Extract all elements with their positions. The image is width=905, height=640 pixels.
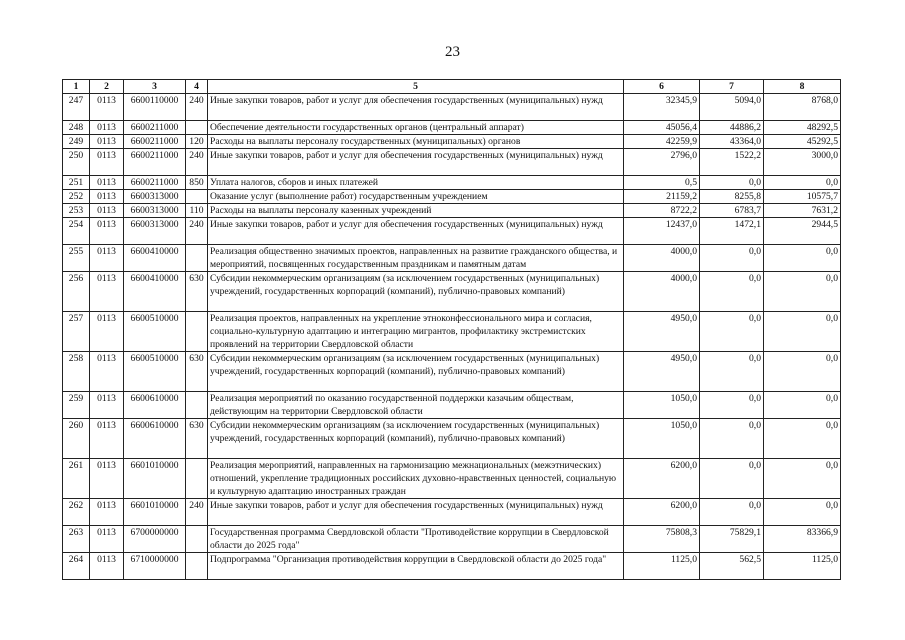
amount-col6-cell: 8722,2 [624, 204, 700, 218]
section-code-cell: 0113 [90, 121, 124, 135]
amount-col8-cell: 0,0 [764, 352, 841, 392]
amount-col8-cell: 1125,0 [764, 553, 841, 580]
amount-col7-cell: 562,5 [700, 553, 764, 580]
amount-col6-cell: 32345,9 [624, 94, 700, 121]
col-header: 4 [186, 80, 208, 94]
expense-type-cell: 630 [186, 272, 208, 312]
amount-col8-cell: 0,0 [764, 312, 841, 352]
section-code-cell: 0113 [90, 218, 124, 245]
section-code-cell: 0113 [90, 272, 124, 312]
expense-type-cell: 240 [186, 149, 208, 176]
expense-type-cell [186, 312, 208, 352]
target-article-cell: 6600610000 [124, 419, 186, 459]
expense-type-cell [186, 392, 208, 419]
amount-col7-cell: 6783,7 [700, 204, 764, 218]
item-name-cell: Субсидии некоммерческим организациям (за исключением государственных (муниципальных) учреждений, государственных корпораций (компаний), публично-правовых компаний) [208, 419, 624, 459]
table-row [63, 94, 841, 121]
amount-col7-cell: 1472,1 [700, 218, 764, 245]
expense-type-cell: 630 [186, 352, 208, 392]
table-row [63, 553, 841, 580]
target-article-cell: 6600410000 [124, 272, 186, 312]
expense-type-cell: 630 [186, 419, 208, 459]
expense-type-cell: 850 [186, 176, 208, 190]
item-name-cell: Субсидии некоммерческим организациям (за исключением государственных (муниципальных) учреждений, государственных корпораций (компаний), публично-правовых компаний) [208, 272, 624, 312]
expense-type-cell [186, 190, 208, 204]
section-code-cell: 0113 [90, 149, 124, 176]
target-article-cell: 6600313000 [124, 204, 186, 218]
amount-col8-cell: 0,0 [764, 499, 841, 526]
table-row [63, 176, 841, 190]
amount-col6-cell: 0,5 [624, 176, 700, 190]
item-name-cell: Иные закупки товаров, работ и услуг для обеспечения государственных (муниципальных) нужд [208, 218, 624, 245]
row-number-cell: 255 [63, 245, 90, 272]
col-header: 5 [208, 80, 624, 94]
amount-col6-cell: 21159,2 [624, 190, 700, 204]
amount-col8-cell: 3000,0 [764, 149, 841, 176]
table-body [63, 94, 841, 580]
row-number-cell: 256 [63, 272, 90, 312]
item-name-cell: Иные закупки товаров, работ и услуг для обеспечения государственных (муниципальных) нужд [208, 94, 624, 121]
section-code-cell: 0113 [90, 245, 124, 272]
section-code-cell: 0113 [90, 419, 124, 459]
target-article-cell: 6601010000 [124, 499, 186, 526]
row-number-cell: 247 [63, 94, 90, 121]
amount-col6-cell: 42259,9 [624, 135, 700, 149]
item-name-cell: Уплата налогов, сборов и иных платежей [208, 176, 624, 190]
expense-type-cell: 240 [186, 94, 208, 121]
item-name-cell: Реализация мероприятий, направленных на гармонизацию межнациональных (межэтнических) отношений, укрепление традиционных российских духовно-нравственных ценностей, социальную и культурную адаптацию иностранных граждан [208, 459, 624, 499]
target-article-cell: 6600313000 [124, 190, 186, 204]
expense-type-cell [186, 459, 208, 499]
amount-col8-cell: 0,0 [764, 245, 841, 272]
row-number-cell: 257 [63, 312, 90, 352]
table-row [63, 419, 841, 459]
section-code-cell: 0113 [90, 392, 124, 419]
amount-col6-cell: 4950,0 [624, 352, 700, 392]
section-code-cell: 0113 [90, 176, 124, 190]
section-code-cell: 0113 [90, 499, 124, 526]
row-number-cell: 261 [63, 459, 90, 499]
amount-col6-cell: 4000,0 [624, 272, 700, 312]
amount-col6-cell: 6200,0 [624, 459, 700, 499]
target-article-cell: 6700000000 [124, 526, 186, 553]
amount-col8-cell: 2944,5 [764, 218, 841, 245]
amount-col8-cell: 8768,0 [764, 94, 841, 121]
amount-col6-cell: 6200,0 [624, 499, 700, 526]
section-code-cell: 0113 [90, 312, 124, 352]
row-number-cell: 260 [63, 419, 90, 459]
amount-col7-cell: 1522,2 [700, 149, 764, 176]
target-article-cell: 6600410000 [124, 245, 186, 272]
amount-col6-cell: 4950,0 [624, 312, 700, 352]
target-article-cell: 6600510000 [124, 352, 186, 392]
expense-type-cell: 120 [186, 135, 208, 149]
section-code-cell: 0113 [90, 459, 124, 499]
page-number: 23 [445, 44, 460, 60]
header-row [63, 80, 841, 94]
item-name-cell: Реализация мероприятий по оказанию государственной поддержки казачьим обществам, действующим на территории Свердловской области [208, 392, 624, 419]
amount-col7-cell: 0,0 [700, 245, 764, 272]
amount-col8-cell: 0,0 [764, 176, 841, 190]
budget-table [62, 79, 841, 580]
item-name-cell: Расходы на выплаты персоналу казенных учреждений [208, 204, 624, 218]
row-number-cell: 250 [63, 149, 90, 176]
amount-col8-cell: 10575,7 [764, 190, 841, 204]
row-number-cell: 262 [63, 499, 90, 526]
col-header: 3 [124, 80, 186, 94]
amount-col7-cell: 0,0 [700, 499, 764, 526]
amount-col7-cell: 0,0 [700, 459, 764, 499]
item-name-cell: Расходы на выплаты персоналу государственных (муниципальных) органов [208, 135, 624, 149]
amount-col6-cell: 1125,0 [624, 553, 700, 580]
target-article-cell: 6601010000 [124, 459, 186, 499]
row-number-cell: 253 [63, 204, 90, 218]
table-row [63, 204, 841, 218]
item-name-cell: Иные закупки товаров, работ и услуг для обеспечения государственных (муниципальных) нужд [208, 149, 624, 176]
section-code-cell: 0113 [90, 553, 124, 580]
amount-col7-cell: 0,0 [700, 419, 764, 459]
amount-col8-cell: 0,0 [764, 272, 841, 312]
amount-col7-cell: 0,0 [700, 392, 764, 419]
amount-col7-cell: 0,0 [700, 352, 764, 392]
amount-col6-cell: 1050,0 [624, 392, 700, 419]
col-header: 6 [624, 80, 700, 94]
amount-col7-cell: 8255,8 [700, 190, 764, 204]
item-name-cell: Подпрограмма "Организация противодействия коррупции в Свердловской области до 2025 года" [208, 553, 624, 580]
target-article-cell: 6600110000 [124, 94, 186, 121]
expense-type-cell [186, 245, 208, 272]
expense-type-cell: 240 [186, 218, 208, 245]
target-article-cell: 6710000000 [124, 553, 186, 580]
row-number-cell: 259 [63, 392, 90, 419]
table-row [63, 312, 841, 352]
amount-col8-cell: 0,0 [764, 419, 841, 459]
target-article-cell: 6600211000 [124, 176, 186, 190]
amount-col6-cell: 4000,0 [624, 245, 700, 272]
row-number-cell: 264 [63, 553, 90, 580]
amount-col8-cell: 0,0 [764, 459, 841, 499]
table-row [63, 245, 841, 272]
table-row [63, 272, 841, 312]
amount-col7-cell: 0,0 [700, 176, 764, 190]
expense-type-cell [186, 526, 208, 553]
target-article-cell: 6600313000 [124, 218, 186, 245]
target-article-cell: 6600510000 [124, 312, 186, 352]
section-code-cell: 0113 [90, 526, 124, 553]
table-row [63, 352, 841, 392]
amount-col7-cell: 0,0 [700, 312, 764, 352]
table-row [63, 526, 841, 553]
table-row [63, 190, 841, 204]
amount-col8-cell: 0,0 [764, 392, 841, 419]
expense-type-cell [186, 121, 208, 135]
row-number-cell: 254 [63, 218, 90, 245]
row-number-cell: 251 [63, 176, 90, 190]
amount-col7-cell: 44886,2 [700, 121, 764, 135]
amount-col7-cell: 75829,1 [700, 526, 764, 553]
section-code-cell: 0113 [90, 94, 124, 121]
section-code-cell: 0113 [90, 352, 124, 392]
table-row [63, 135, 841, 149]
item-name-cell: Реализация общественно значимых проектов, направленных на развитие гражданского общества, и мероприятий, посвященных государственным праздникам и памятным датам [208, 245, 624, 272]
amount-col7-cell: 5094,0 [700, 94, 764, 121]
row-number-cell: 263 [63, 526, 90, 553]
col-header: 8 [764, 80, 841, 94]
amount-col6-cell: 12437,0 [624, 218, 700, 245]
col-header: 2 [90, 80, 124, 94]
amount-col6-cell: 45056,4 [624, 121, 700, 135]
section-code-cell: 0113 [90, 204, 124, 218]
table-row [63, 392, 841, 419]
row-number-cell: 252 [63, 190, 90, 204]
amount-col6-cell: 1050,0 [624, 419, 700, 459]
table-row [63, 121, 841, 135]
target-article-cell: 6600610000 [124, 392, 186, 419]
item-name-cell: Обеспечение деятельности государственных органов (центральный аппарат) [208, 121, 624, 135]
item-name-cell: Оказание услуг (выполнение работ) государственным учреждением [208, 190, 624, 204]
row-number-cell: 258 [63, 352, 90, 392]
table-row [63, 459, 841, 499]
amount-col6-cell: 2796,0 [624, 149, 700, 176]
target-article-cell: 6600211000 [124, 121, 186, 135]
table-row [63, 218, 841, 245]
amount-col8-cell: 83366,9 [764, 526, 841, 553]
table-row [63, 499, 841, 526]
section-code-cell: 0113 [90, 190, 124, 204]
amount-col8-cell: 48292,5 [764, 121, 841, 135]
row-number-cell: 249 [63, 135, 90, 149]
col-header: 1 [63, 80, 90, 94]
target-article-cell: 6600211000 [124, 149, 186, 176]
item-name-cell: Государственная программа Свердловской области "Противодействие коррупции в Свердловской области до 2025 года" [208, 526, 624, 553]
amount-col8-cell: 45292,5 [764, 135, 841, 149]
section-code-cell: 0113 [90, 135, 124, 149]
col-header: 7 [700, 80, 764, 94]
target-article-cell: 6600211000 [124, 135, 186, 149]
item-name-cell: Субсидии некоммерческим организациям (за исключением государственных (муниципальных) учреждений, государственных корпораций (компаний), публично-правовых компаний) [208, 352, 624, 392]
amount-col7-cell: 43364,0 [700, 135, 764, 149]
expense-type-cell: 110 [186, 204, 208, 218]
table-row [63, 149, 841, 176]
amount-col8-cell: 7631,2 [764, 204, 841, 218]
amount-col7-cell: 0,0 [700, 272, 764, 312]
expense-type-cell [186, 553, 208, 580]
item-name-cell: Реализация проектов, направленных на укрепление этноконфессионального мира и согласия, социально-культурную адаптацию и интеграцию мигрантов, профилактику экстремистских проявлений на территории Свердловской области [208, 312, 624, 352]
expense-type-cell: 240 [186, 499, 208, 526]
item-name-cell: Иные закупки товаров, работ и услуг для обеспечения государственных (муниципальных) нужд [208, 499, 624, 526]
row-number-cell: 248 [63, 121, 90, 135]
amount-col6-cell: 75808,3 [624, 526, 700, 553]
